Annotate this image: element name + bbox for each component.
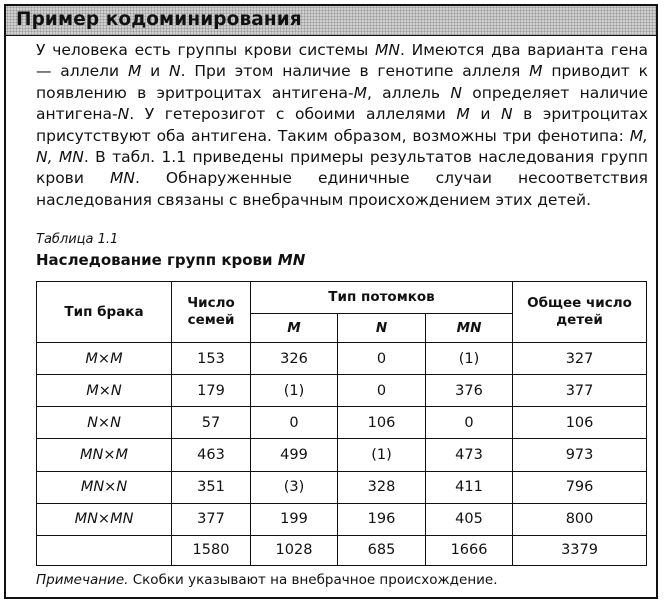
paragraph-term: N <box>500 105 513 124</box>
paragraph-term: N <box>450 83 462 102</box>
table-row <box>37 375 647 407</box>
cell-total: 3379 <box>513 535 647 565</box>
cell-total: 327 <box>513 343 647 375</box>
cell-marriage: MN×N <box>37 471 172 503</box>
subheader-n: N <box>338 314 426 343</box>
cell-n: 196 <box>338 503 426 535</box>
cell-n: 685 <box>338 535 426 565</box>
title-banner <box>6 6 656 36</box>
cell-n: 0 <box>338 343 426 375</box>
cell-n: (1) <box>338 439 426 471</box>
paragraph-term: M, N, MN <box>36 126 648 167</box>
cell-m: (1) <box>251 375 338 407</box>
paragraph-text: и <box>141 62 170 81</box>
cell-families: 1580 <box>172 535 251 565</box>
paragraph-text: У человека есть группы крови системы <box>36 41 375 59</box>
cell-mn: 0 <box>426 407 513 439</box>
cell-m: 1028 <box>251 535 338 565</box>
cell-mn: (1) <box>426 343 513 375</box>
table-row <box>37 503 647 535</box>
cell-marriage: N×N <box>37 407 172 439</box>
subheader-mn: MN <box>426 314 513 343</box>
cell-n: 328 <box>338 471 426 503</box>
cell-mn: 376 <box>426 375 513 407</box>
cell-total: 800 <box>513 503 647 535</box>
cell-total: 973 <box>513 439 647 471</box>
table-title <box>36 251 305 269</box>
cell-m: 326 <box>251 343 338 375</box>
cell-marriage <box>37 535 172 565</box>
inheritance-table <box>36 281 647 566</box>
table-note <box>36 572 498 588</box>
cell-families: 377 <box>172 503 251 535</box>
table-row <box>37 407 647 439</box>
cell-families: 57 <box>172 407 251 439</box>
cell-m: 499 <box>251 439 338 471</box>
paragraph-text: в эритроцитах присутствуют оба антигена. Таким образом, возможны три фенотипа: <box>36 105 648 145</box>
table-row <box>37 439 647 471</box>
paragraph-term: M <box>353 83 367 102</box>
cell-marriage: MN×MN <box>37 503 172 535</box>
subheader-m: M <box>251 314 338 343</box>
cell-n: 0 <box>338 375 426 407</box>
cell-mn: 473 <box>426 439 513 471</box>
cell-mn: 411 <box>426 471 513 503</box>
header-total-children: Общее число детей <box>513 282 647 343</box>
header-families: Число семей <box>172 282 251 343</box>
paragraph-term: MN <box>374 41 400 59</box>
paragraph-term: M <box>456 105 470 124</box>
cell-total: 106 <box>513 407 647 439</box>
cell-marriage: M×N <box>37 375 172 407</box>
paragraph-text: и <box>469 105 501 124</box>
cell-n: 106 <box>338 407 426 439</box>
paragraph-term: N <box>169 62 181 81</box>
paragraph-text: . У гетерозигот с обоими аллелями <box>129 105 457 124</box>
note-text: Скобки указывают на внебрачное происхождение. <box>128 572 498 588</box>
page-title: Пример кодоминирования <box>16 9 302 30</box>
header-offspring-type: Тип потомков <box>251 282 513 314</box>
paragraph-text: . Имеются два варианта гена — аллели <box>36 41 649 81</box>
cell-m: 199 <box>251 503 338 535</box>
cell-families: 179 <box>172 375 251 407</box>
paragraph-term: M <box>529 62 543 81</box>
cell-m: 0 <box>251 407 338 439</box>
paragraph-term: MN <box>109 169 135 188</box>
cell-mn: 1666 <box>426 535 513 565</box>
table-title-text: Наследование групп крови <box>36 251 278 269</box>
paragraph-text: . Обнаруженные единичные случаи несоответствия наследования связаны с внебрачным происхождением этих детей. <box>36 169 648 209</box>
paragraph-term: M <box>127 62 142 81</box>
paragraph-text: . При этом наличие в генотипе аллеля <box>180 62 530 81</box>
paragraph-text: определяет наличие антигена- <box>36 83 648 124</box>
paragraph-text: приводит к появлению в эритроцитах антигена- <box>36 62 648 102</box>
paragraph-text: , аллель <box>366 83 451 102</box>
header-marriage-type: Тип брака <box>37 282 172 343</box>
cell-families: 351 <box>172 471 251 503</box>
table-row <box>37 343 647 375</box>
cell-families: 463 <box>172 439 251 471</box>
cell-marriage: M×M <box>37 343 172 375</box>
note-label: Примечание. <box>36 572 129 588</box>
totals-row <box>37 535 647 565</box>
cell-marriage: MN×M <box>37 439 172 471</box>
paragraph-term: N <box>117 105 130 124</box>
cell-total: 377 <box>513 375 647 407</box>
cell-mn: 405 <box>426 503 513 535</box>
cell-m: (3) <box>251 471 338 503</box>
cell-total: 796 <box>513 471 647 503</box>
table-title-term: MN <box>277 251 306 269</box>
paragraph-text: . В табл. 1.1 приведены примеры результатов наследования групп крови <box>36 148 648 188</box>
table-number: Таблица 1.1 <box>36 232 119 247</box>
body-paragraph <box>36 40 648 211</box>
cell-families: 153 <box>172 343 251 375</box>
table-row <box>37 471 647 503</box>
